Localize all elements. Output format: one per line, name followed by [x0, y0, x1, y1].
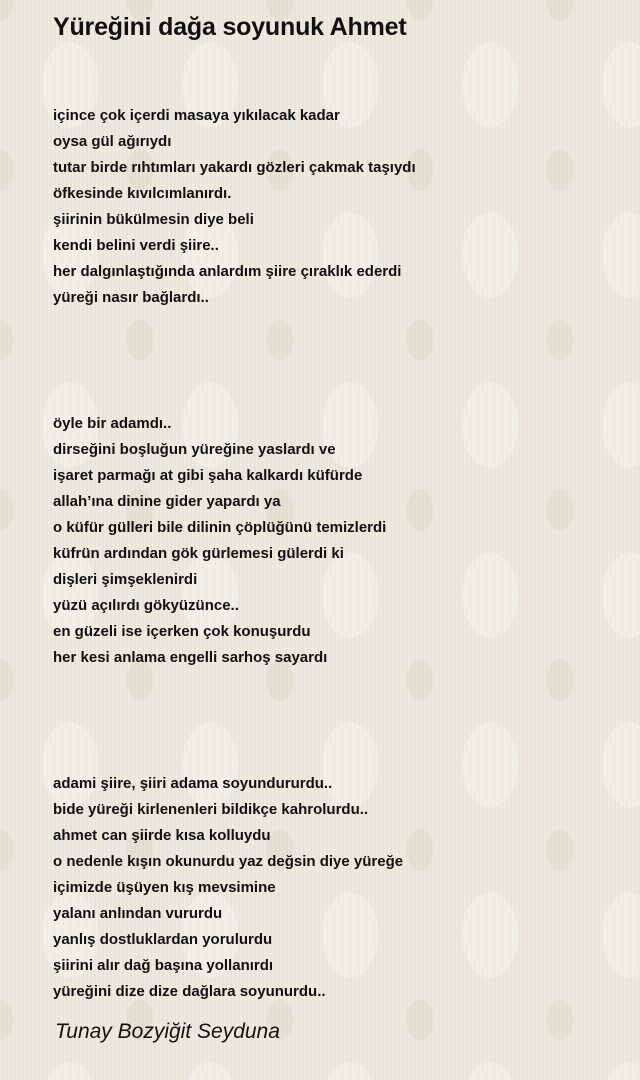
poem-line: öyle bir adamdı..	[53, 415, 172, 432]
stanza-1	[53, 103, 416, 311]
stanza-3	[53, 771, 403, 1005]
poem-line: şiirini alır dağ başına yollanırdı	[53, 957, 274, 974]
poem-line: her kesi anlama engelli sarhoş sayardı	[53, 649, 328, 666]
poem-line: tutar birde rıhtımları yakardı gözleri çakmak taşıydı	[53, 159, 416, 176]
poem-line: içimizde üşüyen kış mevsimine	[53, 879, 276, 896]
poem-line: ahmet can şiirde kısa kolluydu	[53, 827, 271, 844]
poem-line: bide yüreği kirlenenleri bildikçe kahrolurdu..	[53, 801, 369, 818]
poem-line: dirseğini boşluğun yüreğine yaslardı ve	[53, 441, 336, 458]
poem-line: her dalgınlaştığında anlardım şiire çıraklık ederdi	[53, 263, 402, 280]
poem-line: yalanı anlından vururdu	[53, 905, 223, 922]
poem-line: işaret parmağı at gibi şaha kalkardı küfürde	[53, 467, 363, 484]
poem-line: yüreğini dize dize dağlara soyunurdu..	[53, 983, 326, 1000]
poem-line: kendi belini verdi şiire..	[53, 237, 219, 254]
poem-line: küfrün ardından gök gürlemesi gülerdi ki	[53, 545, 344, 562]
poem-line: allah’ına dinine gider yapardı ya	[53, 493, 281, 510]
poem-line: oysa gül ağırıydı	[53, 133, 172, 150]
poem-author: Tunay Bozyiğit Seyduna	[55, 1020, 280, 1043]
poem-line: yüreği nasır bağlardı..	[53, 289, 209, 306]
poem-line: yanlış dostluklardan yorulurdu	[53, 931, 273, 948]
poem-line: o nedenle kışın okunurdu yaz değsin diye yüreğe	[53, 853, 404, 870]
poem-title: Yüreğini dağa soyunuk Ahmet	[53, 13, 407, 41]
poem-line: öfkesinde kıvılcımlanırdı.	[53, 185, 232, 202]
poem-line: adami şiire, şiiri adama soyundururdu..	[53, 775, 333, 792]
poem-line: en güzeli ise içerken çok konuşurdu	[53, 623, 311, 640]
poem-line: yüzü açılırdı gökyüzünce..	[53, 597, 239, 614]
poem-line: içince çok içerdi masaya yıkılacak kadar	[53, 107, 340, 124]
poem-line: şiirinin bükülmesin diye beli	[53, 211, 254, 228]
stanza-2	[53, 411, 386, 671]
poem-line: dişleri şimşeklenirdi	[53, 571, 198, 588]
poem-line: o küfür gülleri bile dilinin çöplüğünü temizlerdi	[53, 519, 387, 536]
